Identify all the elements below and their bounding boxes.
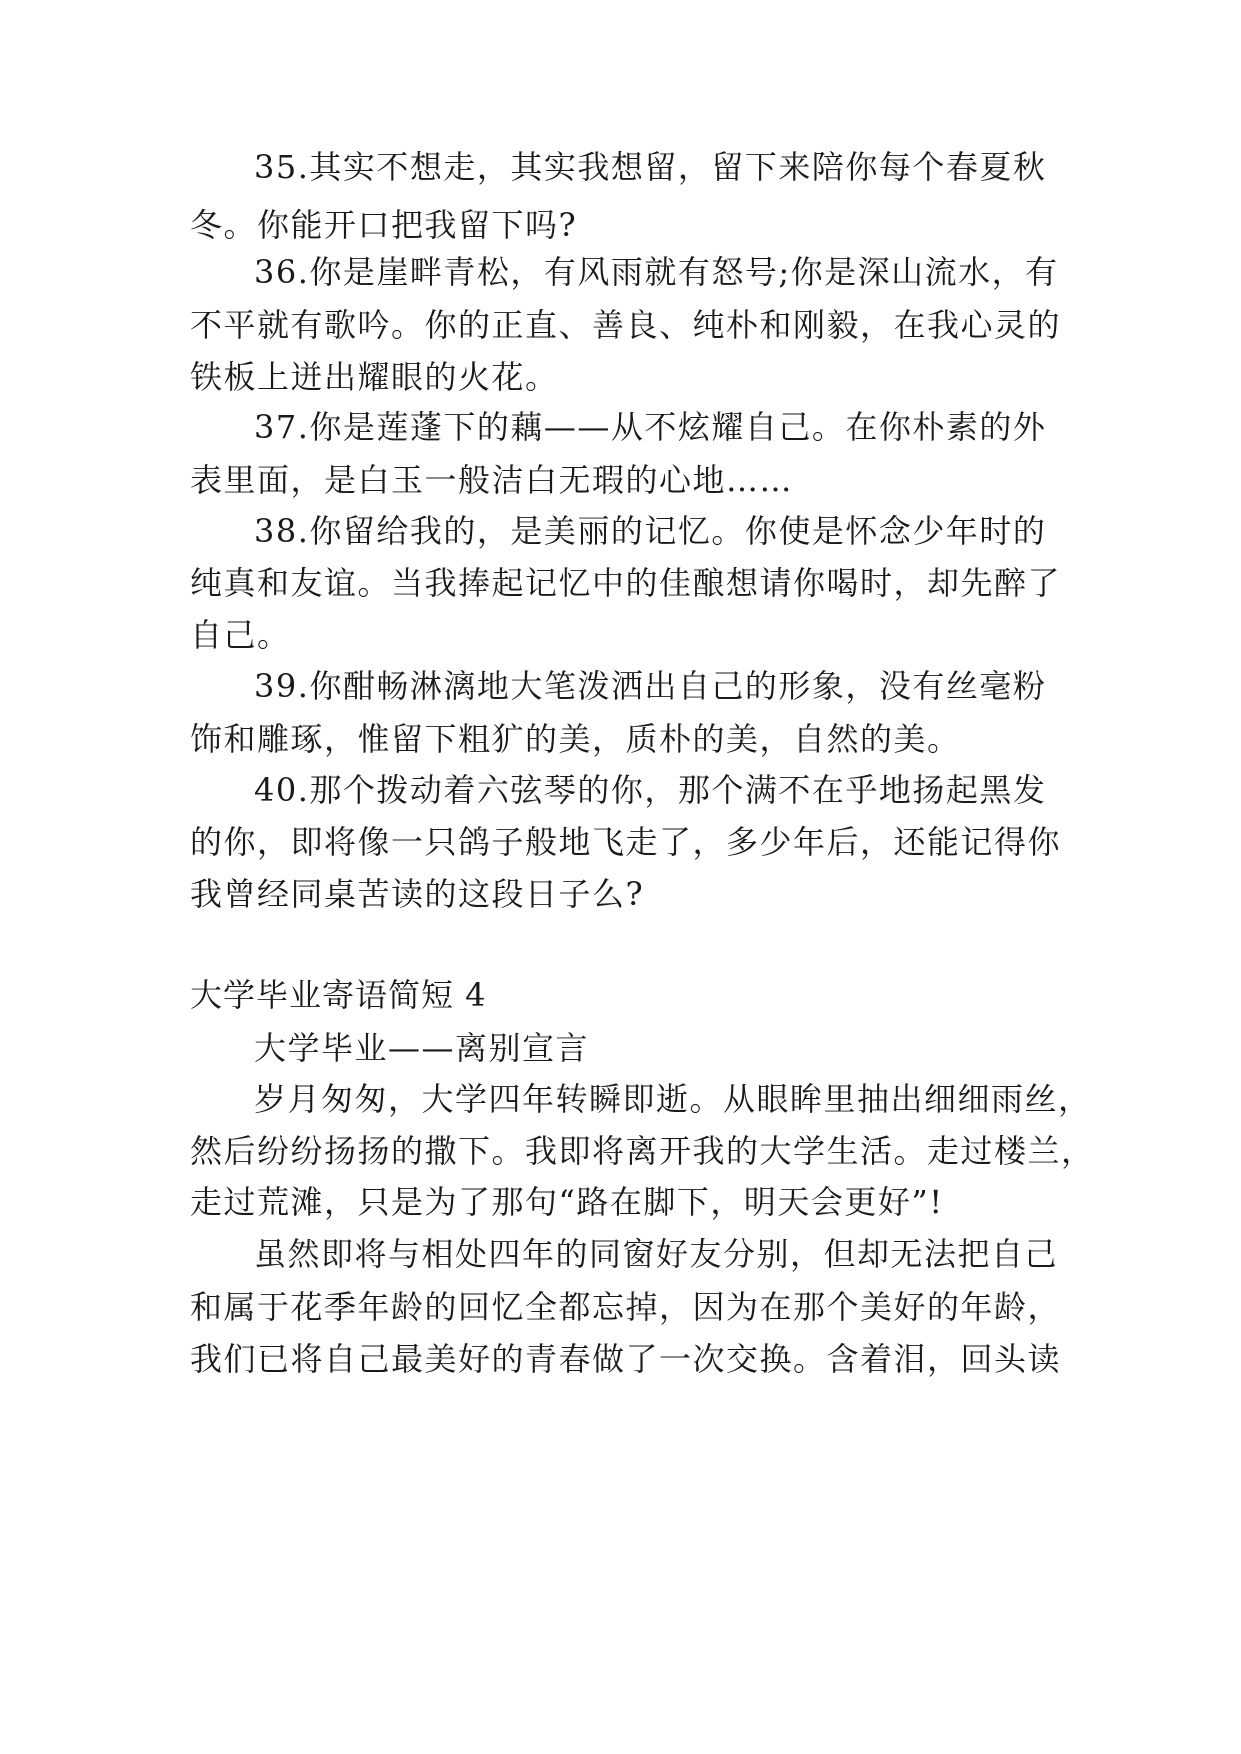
paragraph-2-line-1: 虽然即将与相处四年的同窗好友分别，但却无法把自己: [254, 1235, 1059, 1273]
item-35-line-2: 冬。你能开口把我留下吗?: [190, 206, 578, 244]
item-39-line-1: 39.你酣畅淋漓地大笔泼洒出自己的形象，没有丝毫粉: [254, 667, 1047, 705]
item-40-line-2: 的你，即将像一只鸽子般地飞走了，多少年后，还能记得你: [190, 823, 1062, 861]
subtitle: 大学毕业——离别宣言: [254, 1029, 590, 1067]
paragraph-1-line-1: 岁月匆匆，大学四年转瞬即逝。从眼眸里抽出细细雨丝，: [254, 1080, 1092, 1118]
paragraph-1-line-2: 然后纷纷扬扬的撒下。我即将离开我的大学生活。走过楼兰，: [190, 1132, 1095, 1170]
item-36-line-3: 铁板上迸出耀眼的火花。: [190, 358, 559, 396]
item-38-line-1: 38.你留给我的，是美丽的记忆。你使是怀念少年时的: [254, 512, 1047, 550]
item-37-line-2: 表里面，是白玉一般洁白无瑕的心地……: [190, 461, 794, 499]
item-40-line-1: 40.那个拨动着六弦琴的你，那个满不在乎地扬起黑发: [254, 771, 1047, 809]
item-37-line-1: 37.你是莲蓬下的藕——从不炫耀自己。在你朴素的外: [254, 408, 1047, 446]
item-36-line-2: 不平就有歌吟。你的正直、善良、纯朴和刚毅，在我心灵的: [190, 306, 1062, 344]
paragraph-2-line-3: 我们已将自己最美好的青春做了一次交换。含着泪，回头读: [190, 1340, 1062, 1378]
item-39-line-2: 饰和雕琢，惟留下粗犷的美，质朴的美，自然的美。: [190, 720, 961, 758]
item-38-line-2: 纯真和友谊。当我捧起记忆中的佳酿想请你喝时，却先醉了: [190, 564, 1062, 602]
paragraph-2-line-2: 和属于花季年龄的回忆全都忘掉，因为在那个美好的年龄，: [190, 1288, 1062, 1326]
item-40-line-3: 我曾经同桌苦读的这段日子么?: [190, 875, 645, 913]
item-38-line-3: 自己。: [190, 616, 291, 654]
item-36-line-1: 36.你是崖畔青松，有风雨就有怒号;你是深山流水，有: [254, 253, 1059, 291]
paragraph-1-line-3: 走过荒滩，只是为了那句“路在脚下，明天会更好”!: [190, 1183, 944, 1221]
item-35-line-1: 35.其实不想走，其实我想留，留下来陪你每个春夏秋: [254, 148, 1047, 186]
section-heading: 大学毕业寄语简短 4: [190, 976, 487, 1014]
